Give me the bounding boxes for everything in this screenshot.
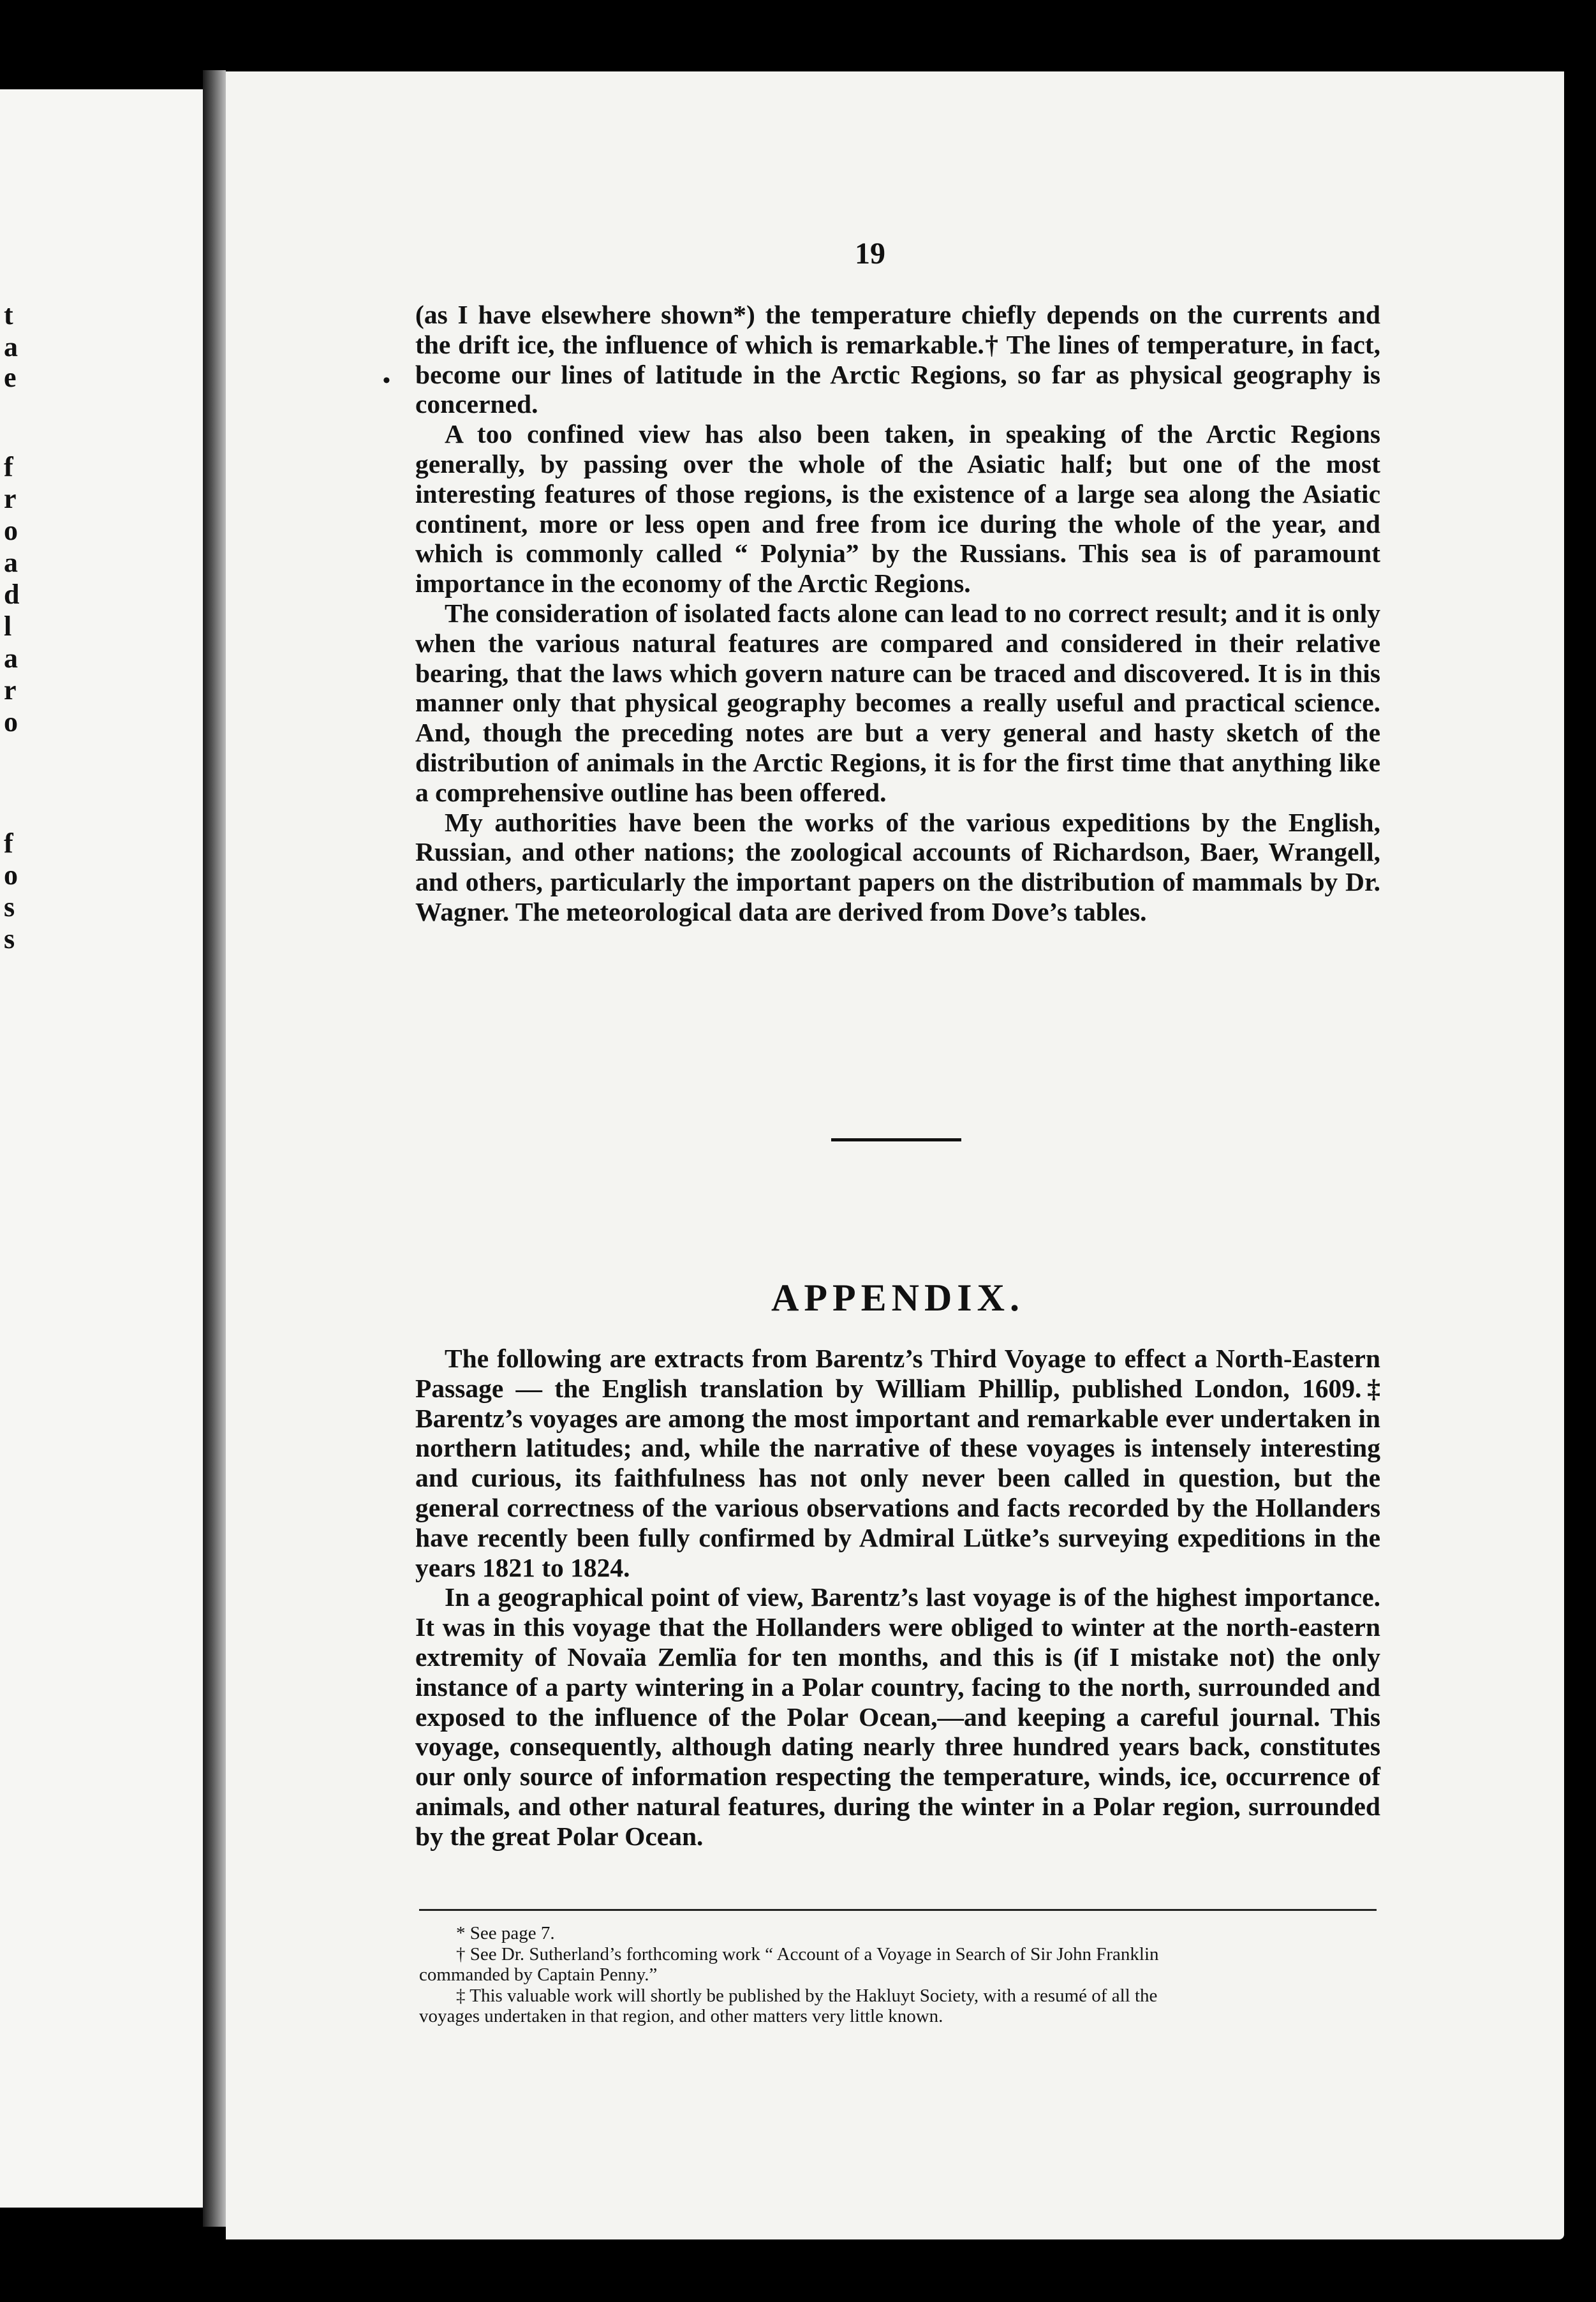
footnote-rule xyxy=(419,1909,1377,1911)
appendix-heading: APPENDIX. xyxy=(771,1277,1024,1319)
section-rule xyxy=(831,1138,961,1141)
edge-letter: s xyxy=(4,891,15,923)
book-gutter xyxy=(203,70,226,2227)
edge-letter: o xyxy=(4,515,18,546)
footnotes xyxy=(419,1923,1389,2027)
edge-letter: r xyxy=(4,483,17,514)
footnote: * See page 7. xyxy=(456,1923,555,1943)
edge-letter: f xyxy=(4,828,13,859)
page-number: 19 xyxy=(855,237,885,271)
paragraph: My authorities have been the works of the various expeditions by the English, Russian, and other nations; the zoological accounts of Richardson, Baer, Wrangell, and others, particularly the important papers on the distribution of mammals by Dr. Wagner. The meteorological data are derived from Dove’s tables. xyxy=(415,807,1380,926)
paragraph: In a geographical point of view, Barentz’s last voyage is of the highest importance. It was in this voyage that the Hollanders were obliged to winter at the north-eastern extremity of Novaïa Zemlïa for ten months, and this is (if I mistake not) the only instance of a party wintering in a Polar country, facing to the north, surrounded and exposed to the influence of the Polar Ocean,—and keeping a careful journal. This voyage, consequently, although dating nearly three hundred years back, constitutes our only source of information respecting the temperature, winds, ice, occurrence of animals, and other natural features, during the winter in a Polar region, surrounded by the great Polar Ocean. xyxy=(415,1582,1380,1851)
facing-page-edge xyxy=(0,89,203,2208)
edge-letter: l xyxy=(4,611,12,642)
edge-letter: o xyxy=(4,859,18,891)
edge-letter: d xyxy=(4,579,20,610)
footnote: † See Dr. Sutherland’s forthcoming work “ Account of a Voyage in Search of Sir John Franklin xyxy=(456,1943,1159,1964)
footnote: ‡ This valuable work will shortly be published by the Hakluyt Society, with a resumé of all the xyxy=(456,1985,1158,2006)
edge-letter: o xyxy=(4,706,18,738)
footnote-continuation: voyages undertaken in that region, and other matters very little known. xyxy=(419,2006,943,2026)
paragraph: The consideration of isolated facts alone can lead to no correct result; and it is only when the various natural features are compared and considered in their relative bearing, that the laws which govern nature can be traced and discovered. It is in this manner only that physical geography becomes a really useful and practical science. And, though the preceding notes are but a very general and hasty sketch of the distribution of animals in the Arctic Regions, it is for the first time that anything like a comprehensive outline has been offered. xyxy=(415,598,1380,807)
paragraph: (as I have elsewhere shown*) the temperature chiefly depends on the currents and the drift ice, the influence of which is remarkable.† The lines of temperature, in fact, become our lines of latitude in the Arctic Regions, so far as physical geography is concerned. xyxy=(415,300,1380,419)
edge-letter: t xyxy=(4,299,13,330)
main-text-appendix xyxy=(415,1344,1380,1852)
paragraph: A too confined view has also been taken, in speaking of the Arctic Regions generally, by passing over the whole of the Asiatic half; but one of the most interesting features of those regions, is the existence of a large sea along the Asiatic continent, more or less open and free from ice during the whole of the year, and which is commonly called “ Polynia” by the Russians. This sea is of paramount importance in the economy of the Arctic Regions. xyxy=(415,419,1380,598)
edge-letter: s xyxy=(4,923,15,954)
edge-letter: e xyxy=(4,362,17,393)
footnote-continuation: commanded by Captain Penny.” xyxy=(419,1964,658,1985)
edge-letter: r xyxy=(4,674,17,706)
edge-letter: a xyxy=(4,642,18,674)
edge-letter: f xyxy=(4,451,13,482)
edge-letter: a xyxy=(4,331,18,362)
margin-mark: • xyxy=(383,369,390,392)
edge-letter: a xyxy=(4,547,18,578)
main-text-top xyxy=(415,300,1380,927)
paragraph: The following are extracts from Barentz’s Third Voyage to effect a North-Eastern Passage — the English translation by William Phillip, published London, 1609.‡ Barentz’s voyages are among the most important and remarkable ever undertaken in northern latitudes; and, while the narrative of these voyages is intensely interesting and curious, its faithfulness has not only never been called in question, but the general correctness of the various observations and facts recorded by the Hollanders have recently been fully confirmed by Admiral Lütke’s surveying expeditions in the years 1821 to 1824. xyxy=(415,1344,1380,1582)
